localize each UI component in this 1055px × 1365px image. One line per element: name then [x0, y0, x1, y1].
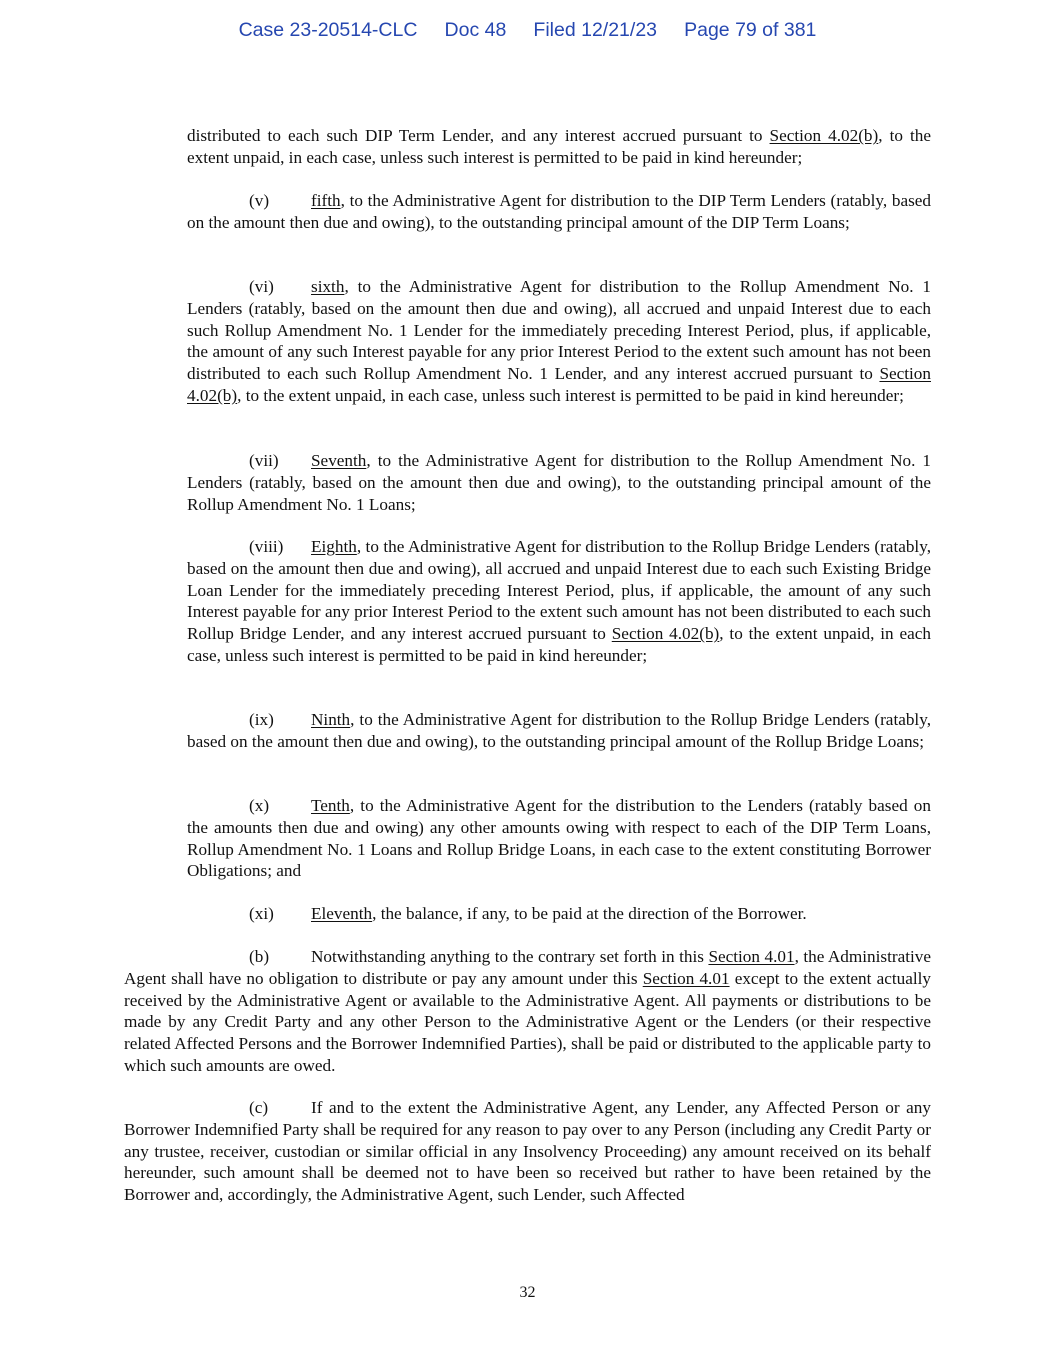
clause-keyword: Seventh	[311, 451, 367, 470]
page-number: 32	[519, 1284, 536, 1301]
clause-label: (vii)	[249, 451, 279, 470]
clause-viii: (viii) Eighth, to the Administrative Agent for distribution to the Rollup Bridge Lenders (ratably, based on the amount then due and owing), all accrued and unpaid Interest due to each such Existing Bridge Loan Lender for the immediately preceding Interest Period, plus, if applicable, the amount of any such Interest payable for any prior Interest Period to the extent such amount has not been distributed to each such Rollup Bridge Lender, and any interest accrued pursuant to Section 4.02(b), to the extent unpaid, in each case, unless such interest is permitted to be paid in kind hereunder;	[187, 537, 931, 665]
paragraph-continuation: distributed to each such DIP Term Lender, and any interest accrued pursuant to Section 4.02(b), to the extent unpaid, in each case, unless such interest is permitted to be paid in kind hereunder;	[187, 126, 931, 167]
clause-vi: (vi) sixth, to the Administrative Agent for distribution to the Rollup Amendment No. 1 Lenders (ratably, based on the amount then due and owing), all accrued and unpaid Interest due to each such Rollup Amendment No. 1 Lender for the immediately preceding Interest Period, plus, if applicable, the amount of any such Interest payable for any prior Interest Period to the extent such amount has not been distributed to each such Rollup Amendment No. 1 Lender, and any interest accrued pursuant to Section 4.02(b), to the extent unpaid, in each case, unless such interest is permitted to be paid in kind hereunder;	[187, 277, 931, 405]
clause-vii: (vii) Seventh, to the Administrative Agent for distribution to the Rollup Amendment No. 1 Lenders (ratably, based on the amount then due and owing), to the outstanding principal amount of the Rollup Amendment No. 1 Loans;	[187, 451, 931, 514]
case-number: Case 23-20514-CLC	[238, 19, 418, 41]
filed-date: Filed 12/21/23	[533, 19, 658, 41]
page-count: Page 79 of 381	[684, 19, 817, 41]
section-reference: Section 4.01	[642, 968, 730, 988]
clause-keyword: Tenth	[311, 796, 350, 815]
clause-x: (x) Tenth, to the Administrative Agent for the distribution to the Lenders (ratably based on the amounts then due and owing) any other amounts owing with respect to each of the DIP Term Loans, Rollup Amendment No. 1 Loans and Rollup Bridge Loans, in each case to the extent constituting Borrower Obligations; and	[187, 796, 931, 881]
clause-label: (vi)	[249, 277, 274, 296]
paragraph-label: (b)	[249, 947, 270, 966]
paragraph-label: (c)	[249, 1098, 269, 1117]
section-reference: Section 4.02(b)	[187, 364, 931, 405]
paragraph-b: (b) Notwithstanding anything to the contrary set forth in this Section 4.01, the Administrative Agent shall have no obligation to distribute or pay any amount under this Section 4.01 except to the extent actually received by the Administrative Agent or available to the Administrative Agent. All payments or distributions to be made by any Credit Party and any other Person to the Administrative Agent or the Lenders (or their respective related Affected Persons and the Borrower Indemnified Parties), shall be paid or distributed to the applicable party to which such amounts are owed.	[124, 947, 931, 1075]
clause-keyword: Ninth	[311, 710, 351, 729]
clause-label: (v)	[249, 191, 270, 210]
document-number: Doc 48	[444, 19, 507, 41]
clause-label: (x)	[249, 796, 270, 815]
clause-keyword: Eleventh	[311, 904, 373, 923]
section-reference: Section 4.01	[708, 947, 795, 966]
clause-keyword: Eighth	[311, 537, 357, 556]
clause-v: (v) fifth, to the Administrative Agent for distribution to the DIP Term Lenders (ratably, based on the amount then due and owing), to the outstanding principal amount of the DIP Term Loans;	[187, 191, 931, 232]
clause-label: (xi)	[249, 904, 274, 923]
clause-ix: (ix) Ninth, to the Administrative Agent for distribution to the Rollup Bridge Lenders (ratably, based on the amount then due and owing), to the outstanding principal amount of the Rollup Bridge Loans;	[187, 710, 931, 751]
clause-label: (ix)	[249, 710, 274, 729]
clause-keyword: fifth	[311, 191, 341, 210]
section-reference: Section 4.02(b)	[611, 624, 720, 644]
section-reference: Section 4.02(b)	[769, 126, 879, 145]
clause-keyword: sixth	[311, 277, 345, 296]
paragraph-c: (c) If and to the extent the Administrative Agent, any Lender, any Affected Person or any Borrower Indemnified Party shall be required for any reason to pay over to any Person (including any Credit Party or any trustee, receiver, custodian or similar official in any Insolvency Proceeding) any amount received on its behalf hereunder, such amount shall be deemed not to have been so received but rather to have been retained by the Borrower and, accordingly, the Administrative Agent, such Lender, such Affected	[124, 1098, 931, 1205]
court-filing-header	[0, 19, 1055, 42]
clause-xi: (xi) Eleventh, the balance, if any, to be paid at the direction of the Borrower.	[249, 904, 807, 923]
clause-label: (viii)	[249, 537, 284, 556]
